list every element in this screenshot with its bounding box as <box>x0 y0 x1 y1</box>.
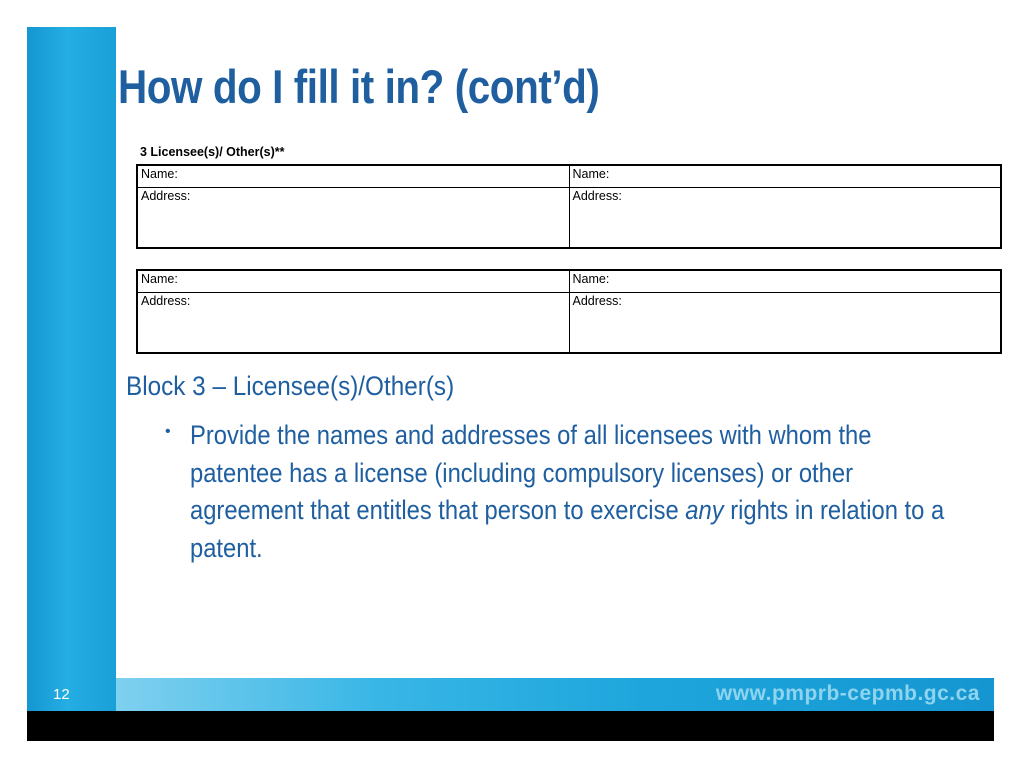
address-label-left: Address: <box>137 188 569 249</box>
address-label-right: Address: <box>569 293 1001 354</box>
slide-title: How do I fill it in? (cont’d) <box>118 60 600 113</box>
name-label-right: Name: <box>569 165 1001 188</box>
bullet-text-emphasis: any <box>685 495 724 525</box>
address-label-left: Address: <box>137 293 569 354</box>
block-heading: Block 3 – Licensee(s)/Other(s) <box>126 371 455 401</box>
licensee-table-2 <box>136 269 1002 354</box>
name-label-left: Name: <box>137 165 569 188</box>
left-accent-bar <box>27 27 116 711</box>
footer-url: www.pmprb-cepmb.gc.ca <box>715 682 980 705</box>
address-label-right: Address: <box>569 188 1001 249</box>
name-label-right: Name: <box>569 270 1001 293</box>
bottom-black-band <box>27 711 994 741</box>
bullet-text-before: Provide the names and addresses of all licensees with whom the patentee has a license (including compulsory licenses) or other agreement that entitles that person to exercise <box>190 420 872 525</box>
form-excerpt <box>136 145 1003 354</box>
licensee-table-1 <box>136 164 1002 249</box>
name-label-left: Name: <box>137 270 569 293</box>
form-caption: 3 Licensee(s)/ Other(s)** <box>140 145 285 159</box>
page-number: 12 <box>53 686 70 703</box>
slide <box>27 27 994 741</box>
bullet-text <box>190 417 956 567</box>
bullet-text-after: rights in relation to a patent. <box>190 495 945 563</box>
bullet-icon: • <box>165 423 171 440</box>
